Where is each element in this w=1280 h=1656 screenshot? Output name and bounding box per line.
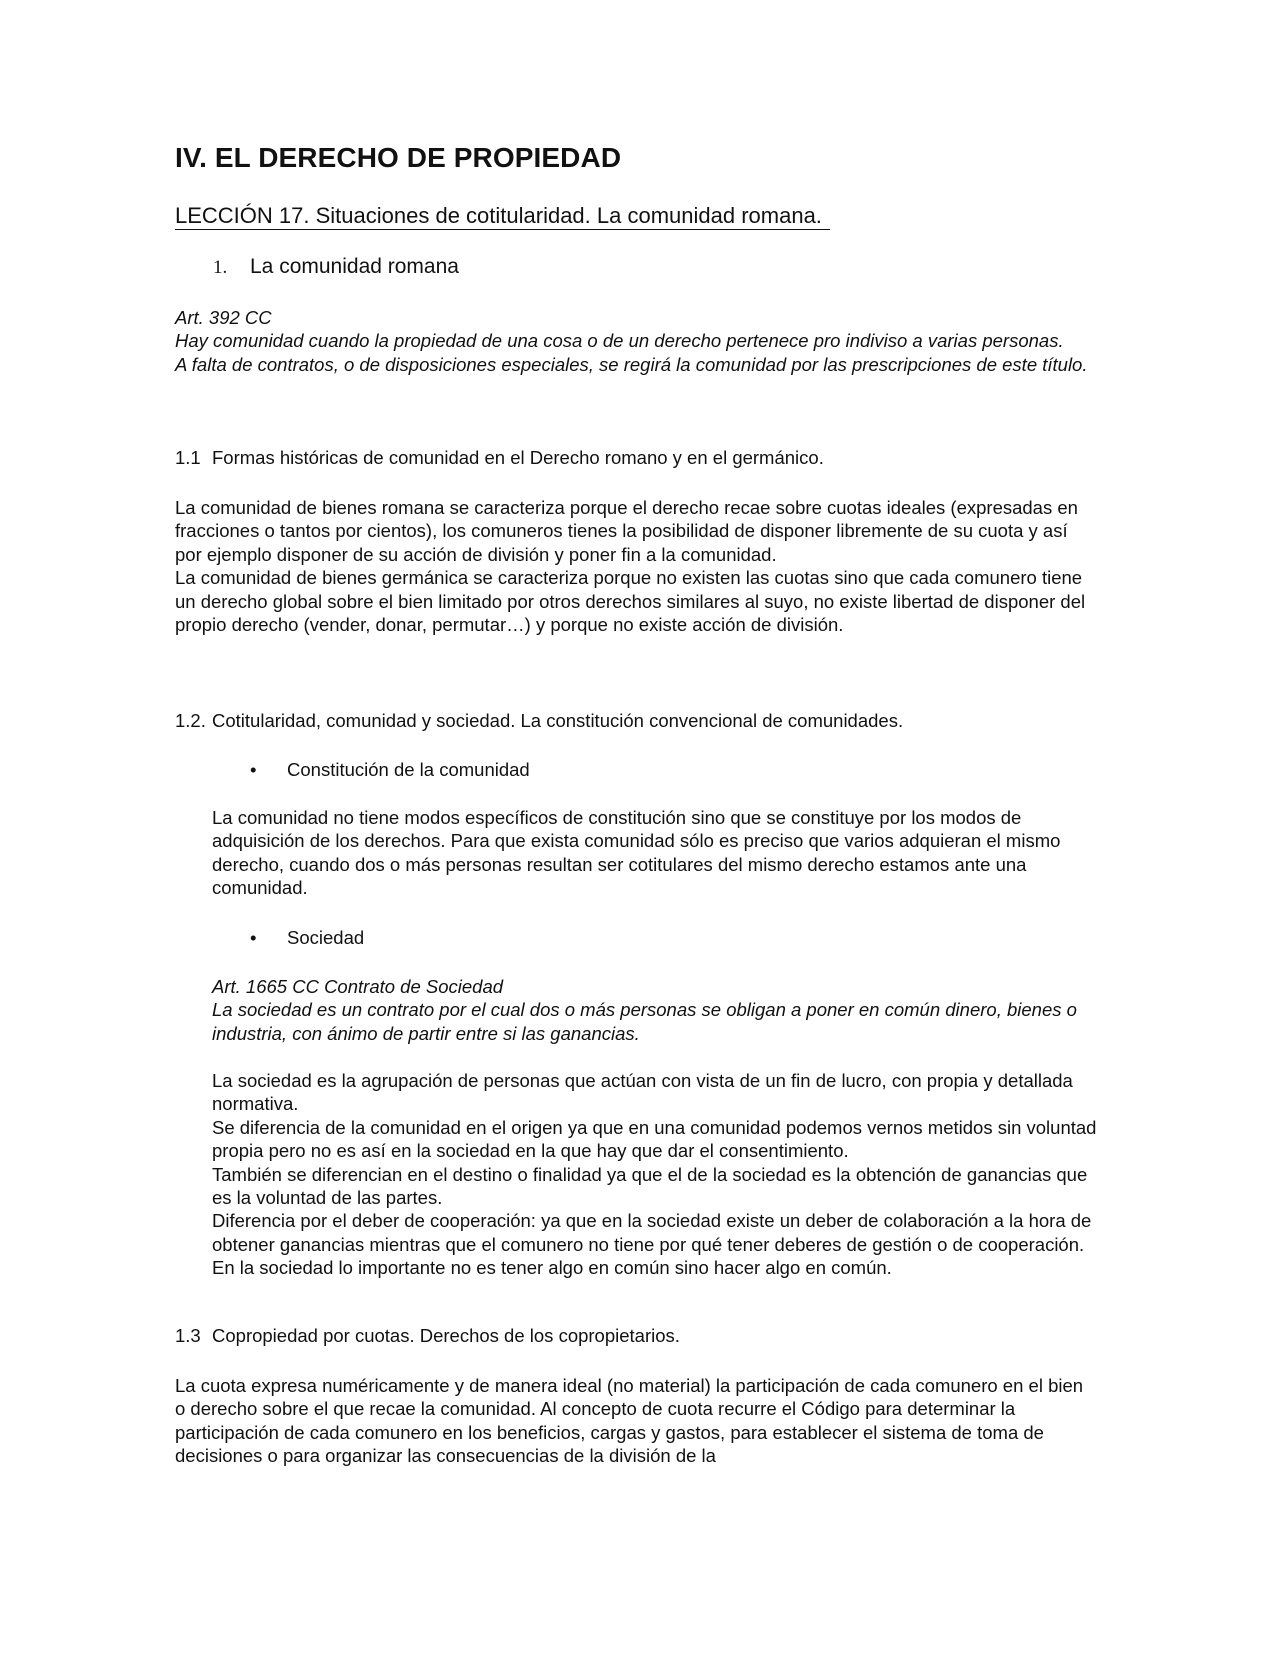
section-1-1-number: 1.1 (175, 447, 201, 468)
section-1-2-number: 1.2. (175, 710, 206, 731)
comunidad-historica-block (175, 496, 1095, 636)
section-1-label: La comunidad romana (250, 255, 459, 278)
sociedad-block (212, 1069, 1102, 1280)
sociedad-paragraph: Diferencia por el deber de cooperación: ya que en la sociedad existe un deber de colaboración a la hora de obtener ganancias mientras que el comunero no tiene por qué tener deberes de gestión o de cooperación. (212, 1210, 1092, 1255)
lesson-heading: LECCIÓN 17. Situaciones de cotitularidad. La comunidad romana. (175, 203, 830, 230)
article-1665-ref: Art. 1665 CC Contrato de Sociedad (212, 976, 504, 997)
bullet-constitucion (250, 758, 530, 781)
sociedad-paragraph: También se diferencian en el destino o finalidad ya que el de la sociedad es la obtención de ganancias que es la voluntad de las partes. (212, 1163, 1088, 1209)
article-392-ref: Art. 392 CC (175, 307, 272, 328)
section-1-3-heading (175, 1324, 680, 1347)
section-1-1-heading (175, 446, 824, 469)
section-1-3-number: 1.3 (175, 1325, 201, 1346)
section-1-3-label: Copropiedad por cuotas. Derechos de los copropietarios. (212, 1325, 680, 1346)
paragraph-constitucion: La comunidad no tiene modos específicos de constitución sino que se constituye por los modos de adquisición de los derechos. Para que exista comunidad sólo es preciso que varios adquieran el mismo derecho, cuando dos o más personas resultan ser cotitulares del mismo derecho estamos ante una comunidad. (212, 807, 1061, 899)
section-1-2-label: Cotitularidad, comunidad y sociedad. La constitución convencional de comunidades. (212, 710, 904, 731)
bullet-symbol: • (250, 759, 257, 780)
sociedad-paragraph: En la sociedad lo importante no es tener algo en común sino hacer algo en común. (212, 1257, 892, 1279)
page-title: IV. EL DERECHO DE PROPIEDAD (175, 142, 622, 173)
article-1665-block (212, 975, 1102, 1045)
cuota-block (175, 1374, 1095, 1468)
section-1-2-heading (175, 709, 903, 732)
paragraph-comunidad-romana: La comunidad de bienes romana se caracteriza porque el derecho recae sobre cuotas ideales (expresadas en fracciones o tantos por cientos), los comuneros tienes la posibilidad de disponer libremente de su cuota y así por ejemplo disponer de su acción de división y poner fin a la comunidad. (175, 497, 1078, 565)
article-392-paragraph-2: A falta de contratos, o de disposiciones especiales, se regirá la comunidad por las prescripciones de este título. (175, 353, 1088, 375)
bullet-symbol: • (250, 927, 257, 948)
section-1-number: 1. (213, 257, 228, 278)
paragraph-cuota: La cuota expresa numéricamente y de manera ideal (no material) la participación de cada comunero en el bien o derecho sobre el que recae la comunidad. Al concepto de cuota recurre el Código para determinar la participación de cada comunero en los beneficios, cargas y gastos, para establecer el sistema de toma de decisiones o para organizar las consecuencias de la división de la (175, 1375, 1084, 1467)
paragraph-comunidad-germanica: La comunidad de bienes germánica se caracteriza porque no existen las cuotas sino que cada comunero tiene un derecho global sobre el bien limitado por otros derechos similares al suyo, no existe libertad de disponer del propio derecho (vender, donar, permutar…) y porque no existe acción de división. (175, 567, 1086, 636)
article-1665-text: La sociedad es un contrato por el cual dos o más personas se obligan a poner en común dinero, bienes o industria, con ánimo de partir entre si las ganancias. (212, 999, 1077, 1044)
article-392-paragraph-1: Hay comunidad cuando la propiedad de una cosa o de un derecho pertenece pro indiviso a varias personas. (175, 330, 1064, 352)
section-1-1-label: Formas históricas de comunidad en el Derecho romano y en el germánico. (212, 447, 824, 468)
bullet-sociedad-label: Sociedad (287, 927, 365, 948)
bullet-sociedad (250, 926, 364, 949)
sociedad-paragraph: La sociedad es la agrupación de personas que actúan con vista de un fin de lucro, con propia y detallada normativa. (212, 1070, 1073, 1115)
sociedad-paragraph: Se diferencia de la comunidad en el origen ya que en una comunidad podemos vernos metidos sin voluntad propia pero no es así en la sociedad en la que hay que dar el consentimiento. (212, 1116, 1097, 1162)
article-392-block (175, 306, 1095, 376)
section-1-heading (213, 254, 459, 280)
bullet-constitucion-label: Constitución de la comunidad (287, 759, 530, 780)
constitucion-block (212, 806, 1102, 900)
